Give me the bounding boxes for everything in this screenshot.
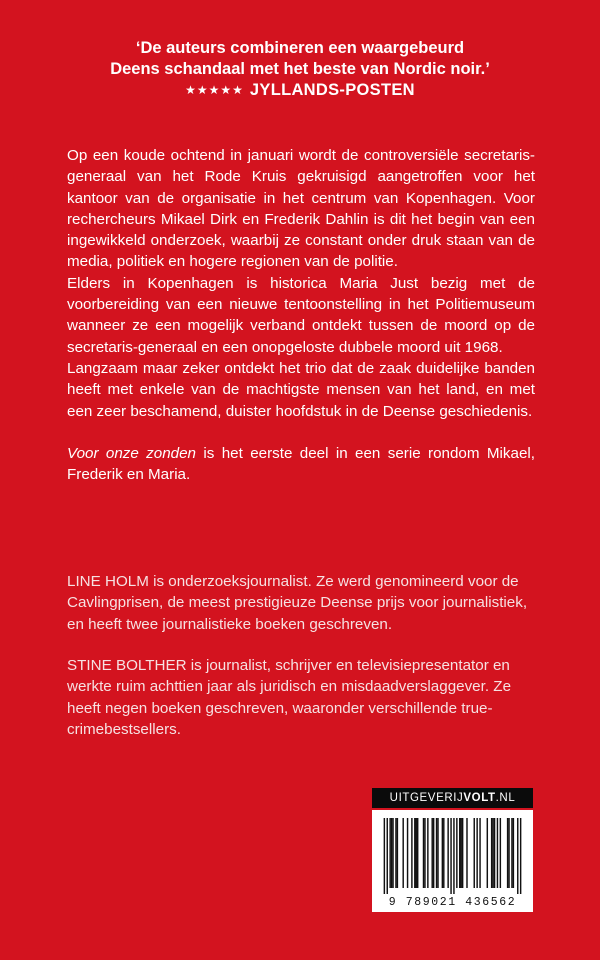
barcode-bar bbox=[414, 818, 415, 888]
blurb-paragraph-3: Langzaam maar zeker ontdekt het trio dat de zaak duidelijke banden heeft met enkele van de machtigste mensen van het land, en met een zeer beschamend, duister hoofdstuk in de Deense geschiedenis. bbox=[67, 359, 535, 420]
barcode-bar bbox=[494, 818, 495, 888]
barcode-bar bbox=[466, 818, 467, 888]
author-bio-text: is journalist, schrijver en televisiepresentator en werkte ruim achttien jaar als juridisch en misdaadverslaggever. Ze heeft negen boeken geschreven, waaronder verschillende true-crimebestsellers. bbox=[67, 657, 512, 738]
barcode-bar bbox=[459, 818, 460, 888]
barcode-bar bbox=[487, 818, 488, 888]
barcode-bar bbox=[423, 818, 424, 888]
barcode-bar bbox=[508, 818, 509, 888]
author-bio-stine-bolther bbox=[67, 655, 535, 740]
barcode-bar bbox=[395, 818, 396, 888]
barcode-bar bbox=[456, 818, 457, 888]
barcode-bar bbox=[497, 818, 498, 888]
barcode-bar bbox=[431, 818, 432, 888]
barcode-bar bbox=[387, 818, 388, 894]
barcode-bar bbox=[476, 818, 477, 888]
publisher-name: VOLT bbox=[463, 792, 496, 804]
rating-stars-icon: ★★★★★ bbox=[185, 83, 244, 97]
barcode-bar bbox=[397, 818, 398, 888]
barcode-bar bbox=[479, 818, 480, 888]
barcode-bar bbox=[407, 818, 408, 888]
barcode-bar bbox=[391, 818, 392, 888]
barcode-bar bbox=[520, 818, 521, 894]
barcode-bar bbox=[450, 818, 451, 894]
quote-attribution bbox=[0, 80, 600, 101]
barcode-bar bbox=[460, 818, 461, 888]
blurb-paragraph-1: Op een koude ochtend in januari wordt de controversiële secretaris-generaal van het Rode Kruis gekruisigd aangetroffen voor het kantoor van de organisatie in het centrum van Kopenhagen. Voor rechercheurs Mikael Dirk en Frederik Dahlin is dit het begin van een ingewikkeld onderzoek, waarbij ze constant onder druk staan van de media, politiek en hogere regionen van de politie. bbox=[67, 147, 535, 271]
publisher-suffix: .NL bbox=[495, 792, 516, 804]
author-name: STINE BOLTHER bbox=[67, 657, 187, 674]
barcode-bar bbox=[416, 818, 417, 888]
barcode-bar bbox=[513, 818, 514, 888]
barcode-bar bbox=[511, 818, 512, 888]
barcode-bar bbox=[500, 818, 501, 888]
isbn-number: 9 789021 436562 bbox=[388, 896, 517, 909]
barcode-bar bbox=[427, 818, 428, 888]
barcode-bar bbox=[462, 818, 463, 888]
barcode-bar bbox=[507, 818, 508, 888]
barcode-bar bbox=[491, 818, 492, 888]
series-note bbox=[67, 443, 535, 486]
barcode-bar bbox=[442, 818, 443, 888]
barcode-bar bbox=[436, 818, 437, 888]
barcode-bar bbox=[433, 818, 434, 888]
blurb-paragraph-2: Elders in Kopenhagen is historica Maria Just bezig met de voorbereiding van een nieuwe tentoonstelling in het Politiemuseum wanneer ze een mogelijk verband ontdekt tussen de moord op de secretaris-generaal en een onopgeloste dubbele moord uit 1968. bbox=[67, 274, 535, 356]
barcode-bar bbox=[389, 818, 390, 888]
barcode-bar bbox=[424, 818, 425, 888]
barcode-bar bbox=[437, 818, 438, 888]
barcode-bar bbox=[453, 818, 454, 894]
series-title: Voor onze zonden bbox=[67, 444, 197, 462]
series-text: is het eerste deel in een serie rondom Mikael, Frederik en Maria. bbox=[67, 444, 535, 484]
barcode-bar bbox=[443, 818, 444, 888]
quote-line-1: ‘De auteurs combineren een waargebeurd bbox=[135, 39, 465, 57]
barcode-bar bbox=[492, 818, 493, 888]
barcode-bar bbox=[411, 818, 412, 888]
author-bio-line-holm bbox=[67, 571, 535, 635]
author-bio-text: is onderzoeksjournalist. Ze werd genomineerd voor de Cavlingprisen, de meest prestigieuze Deense prijs voor journalistiek, en heeft twee journalistieke boeken geschreven. bbox=[67, 573, 528, 633]
barcode-bar bbox=[474, 818, 475, 888]
publisher-logo bbox=[372, 788, 533, 808]
barcode-bars bbox=[372, 810, 533, 896]
quote-source: JYLLANDS-POSTEN bbox=[249, 81, 415, 99]
barcode-bar bbox=[417, 818, 418, 888]
author-name: LINE HOLM bbox=[67, 573, 149, 590]
barcode-bar bbox=[384, 818, 385, 894]
barcode-bar bbox=[447, 818, 448, 888]
barcode-bar bbox=[517, 818, 518, 894]
barcode-bar bbox=[392, 818, 393, 888]
publisher-prefix: UITGEVERIJ bbox=[389, 792, 464, 804]
review-quote bbox=[0, 38, 600, 101]
book-blurb bbox=[67, 145, 535, 485]
quote-line-2: Deens schandaal met het beste van Nordic noir.’ bbox=[110, 60, 490, 78]
barcode-bar bbox=[402, 818, 403, 888]
barcode bbox=[372, 810, 533, 912]
